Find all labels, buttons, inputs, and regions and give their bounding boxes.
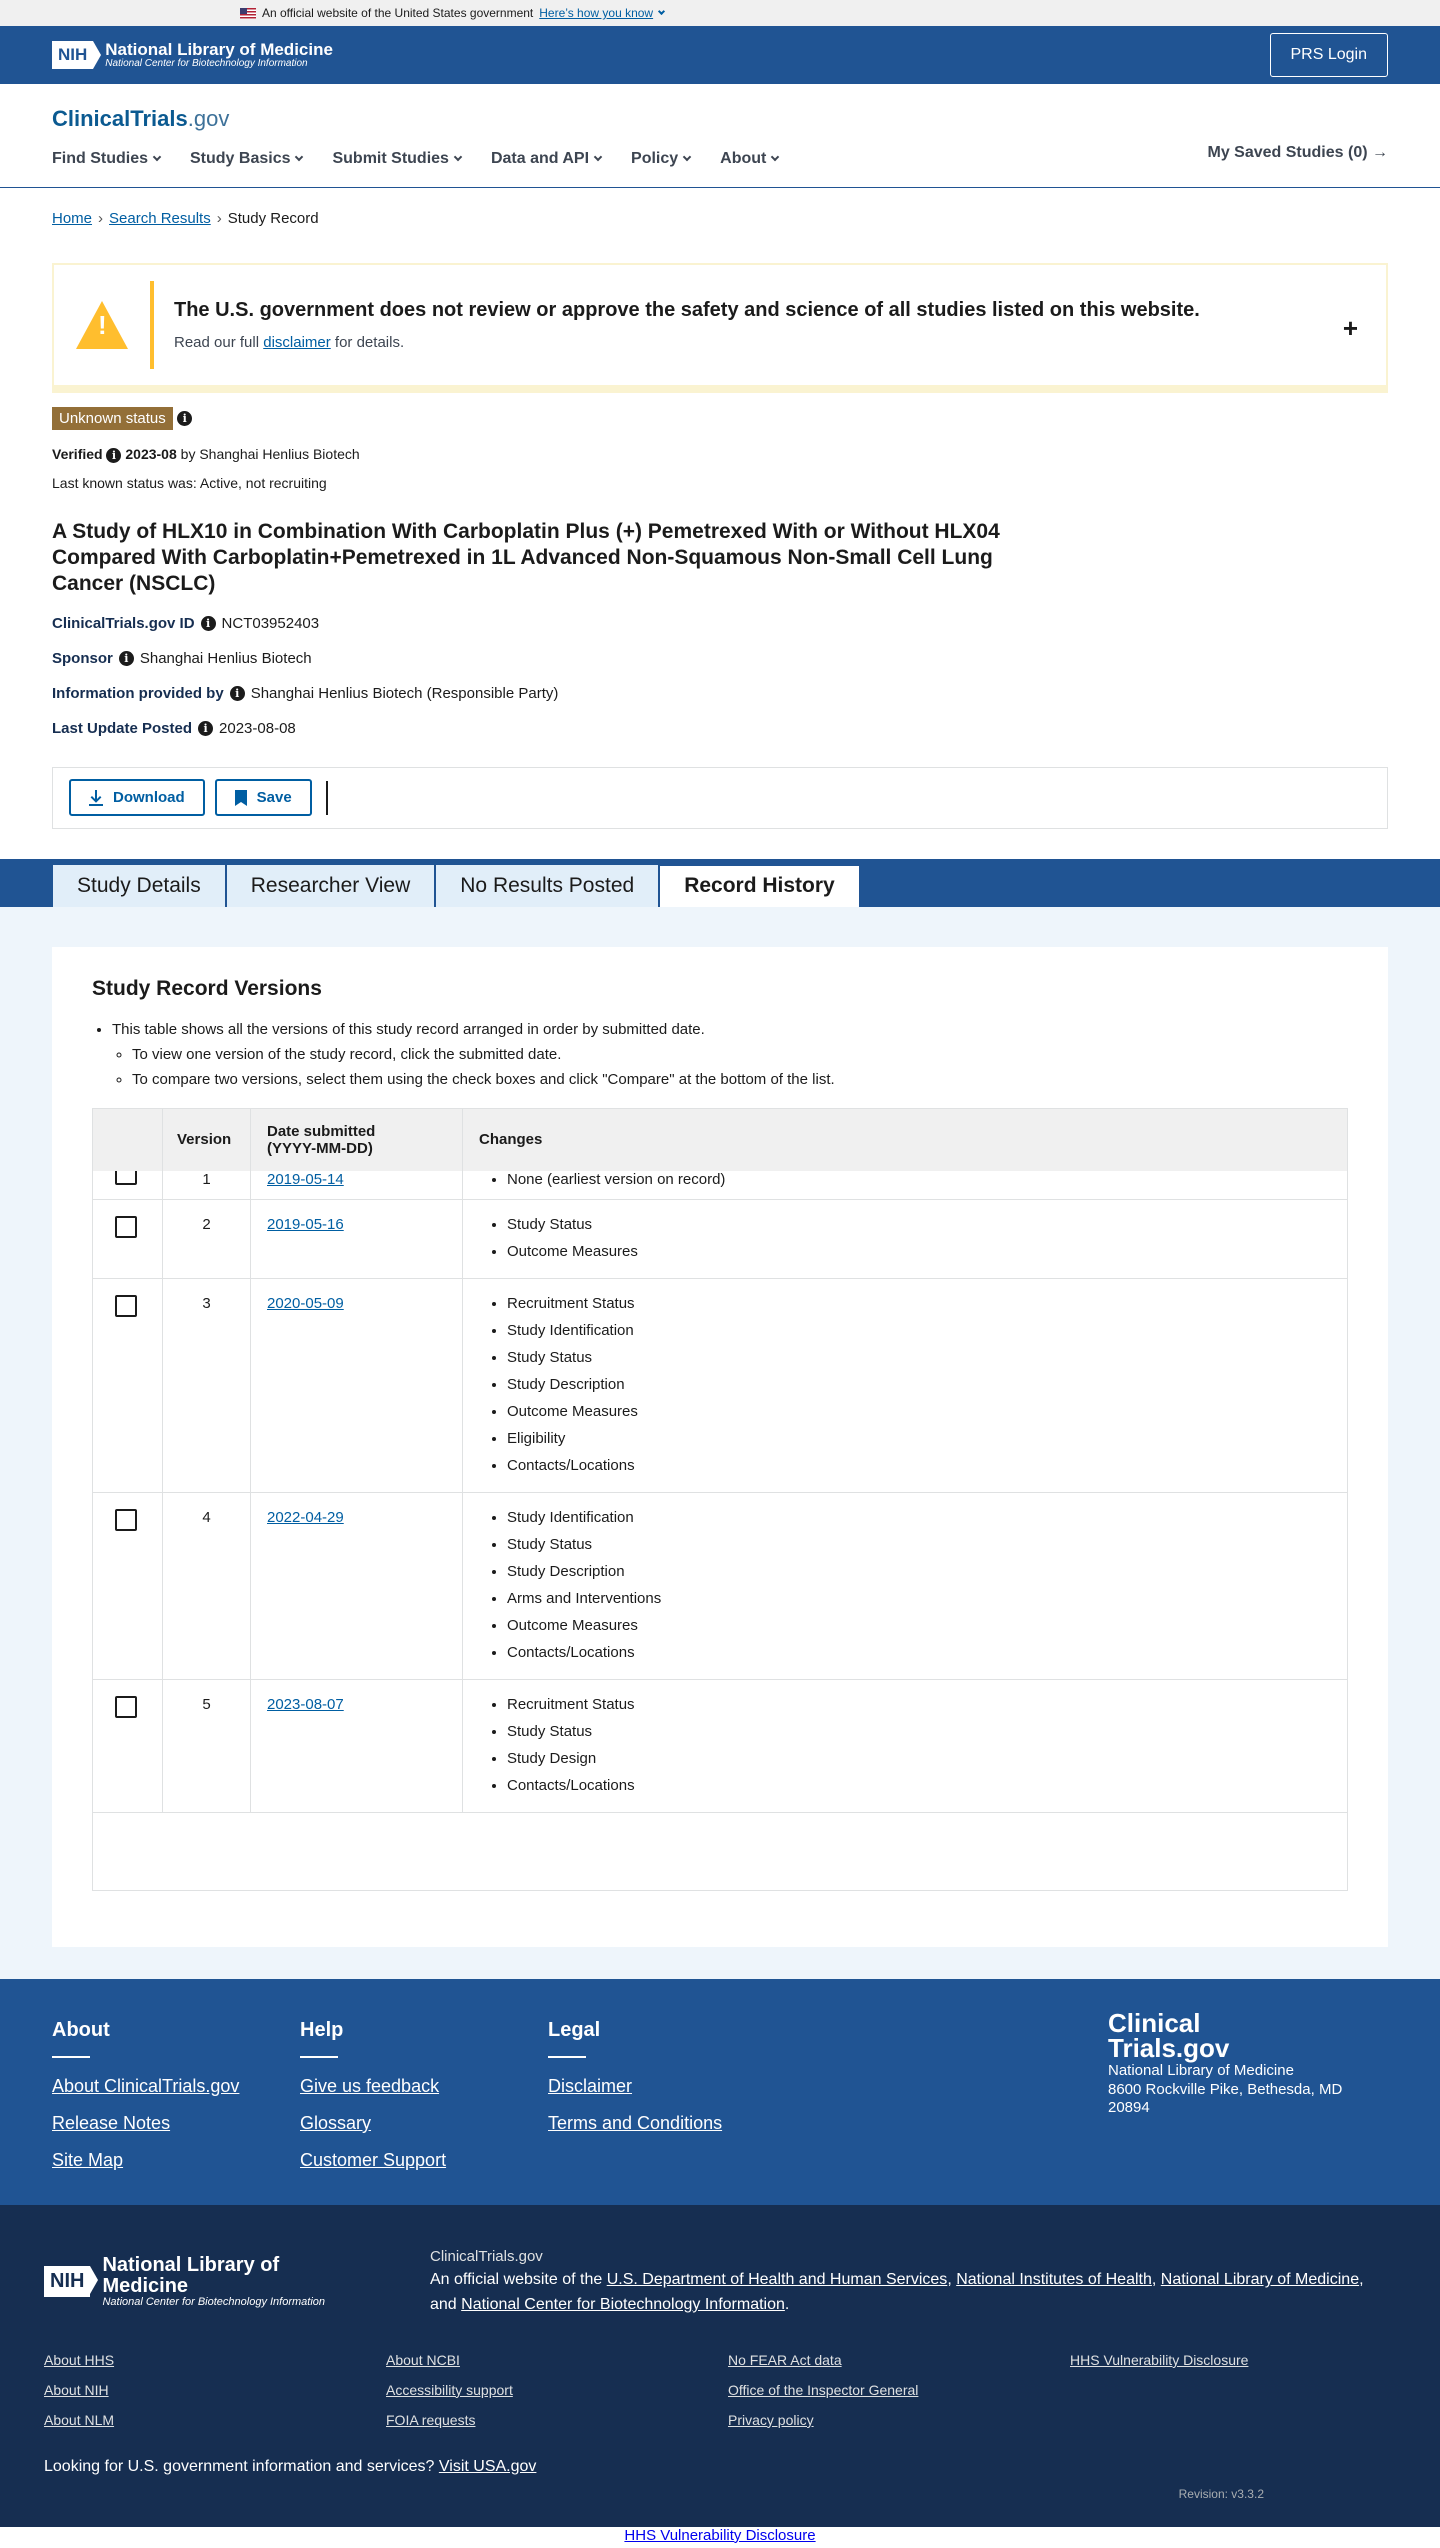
official-text: An official website of the: [430, 2271, 603, 2289]
us-flag-icon: [240, 8, 256, 19]
chevron-down-icon: [658, 7, 665, 14]
nlm-info: [430, 2245, 1370, 2318]
change-item: • Outcome Measures: [507, 1403, 1347, 1420]
chevron-down-icon: [295, 153, 303, 161]
footer-about-title: About: [52, 2018, 110, 2041]
version-date-link[interactable]: 2023-08-07: [267, 1695, 344, 1713]
tab-record-history[interactable]: Record History: [659, 865, 860, 907]
version-date-cell: [251, 1200, 463, 1278]
sponsor-label: Sponsor: [52, 649, 113, 667]
row-checkbox-cell: [93, 1680, 163, 1812]
table-footer: [93, 1812, 1347, 1890]
version-date-cell: [251, 1680, 463, 1812]
verified-by: by Shanghai Henlius Biotech: [180, 446, 360, 462]
link-hhs-vulnerability[interactable]: HHS Vulnerability Disclosure: [1070, 2351, 1249, 2368]
nav-policy[interactable]: [631, 150, 690, 168]
change-item: • Eligibility: [507, 1430, 1347, 1447]
hhs-vulnerability-disclosure-link[interactable]: HHS Vulnerability Disclosure: [624, 2526, 816, 2544]
link-hhs[interactable]: U.S. Department of Health and Human Services: [606, 2271, 948, 2289]
version-checkbox[interactable]: [115, 1216, 137, 1238]
nav-submit-studies[interactable]: [332, 150, 460, 168]
table-row: [93, 1278, 1347, 1492]
link-foia[interactable]: FOIA requests: [386, 2411, 476, 2428]
study-header: [0, 393, 1440, 737]
link-no-fear-act[interactable]: No FEAR Act data: [728, 2351, 842, 2368]
version-changes-cell: [463, 1200, 1347, 1278]
version-date-cell: [251, 1171, 463, 1199]
link-about-nih[interactable]: About NIH: [44, 2381, 109, 2398]
row-checkbox-cell: [93, 1200, 163, 1278]
main-nav: [52, 150, 1388, 168]
change-item: • Recruitment Status: [507, 1295, 1347, 1312]
footer-rule: [52, 2056, 90, 2058]
nav-find-studies[interactable]: [52, 150, 160, 168]
study-title: A Study of HLX10 in Combination With Carboplatin Plus (+) Pemetrexed With or Without HLX04 Compared With Carboplatin+Pemetrexed in 1L Advanced Non-Squamous Non-Small Cell Lung Cancer (NSCLC): [52, 519, 1000, 595]
tab-no-results-posted[interactable]: No Results Posted: [435, 864, 659, 907]
ncbi-subtitle: National Center for Biotechnology Information: [102, 2295, 326, 2308]
footer-link-about-ct[interactable]: About ClinicalTrials.gov: [52, 2075, 240, 2096]
version-date-cell: [251, 1493, 463, 1679]
change-item: • Study Status: [507, 1536, 1347, 1553]
empty-cell: [1070, 2382, 1412, 2398]
disclaimer-link[interactable]: disclaimer: [263, 334, 331, 351]
chevron-down-icon: [594, 153, 602, 161]
link-privacy[interactable]: Privacy policy: [728, 2411, 814, 2428]
breadcrumb-home[interactable]: Home: [52, 210, 93, 227]
nav-about[interactable]: [720, 150, 778, 168]
nih-badge: NIH: [52, 41, 93, 69]
footer-about: [52, 2019, 300, 2205]
bottom-link-bar: [0, 2527, 1440, 2548]
breadcrumb-separator-icon: ›: [216, 210, 222, 227]
version-number: 5: [163, 1680, 251, 1812]
download-label: Download: [113, 789, 185, 807]
expand-plus-icon[interactable]: +: [1342, 313, 1358, 343]
row-checkbox-cell: [93, 1493, 163, 1679]
usa-gov-line: [44, 2458, 1396, 2476]
action-bar: [52, 767, 1388, 829]
footer-legal-title: Legal: [548, 2018, 601, 2041]
usa-text: Looking for U.S. government information and services?: [44, 2457, 435, 2475]
footer-link-release-notes[interactable]: Release Notes: [52, 2112, 171, 2133]
nav-label: Policy: [631, 150, 679, 167]
disclaimer-title: The U.S. government does not review or approve the safety and science of all studies listed on this website.: [174, 299, 1200, 321]
change-item: • Study Identification: [507, 1509, 1347, 1526]
info-icon[interactable]: i: [106, 448, 121, 463]
change-item: • Outcome Measures: [507, 1617, 1347, 1634]
tab-researcher-view[interactable]: Researcher View: [226, 864, 436, 907]
address-line1: National Library of Medicine: [1108, 2061, 1294, 2079]
prs-login-button[interactable]: PRS Login: [1270, 33, 1389, 77]
table-row: [93, 1679, 1347, 1812]
version-date-cell: [251, 1279, 463, 1492]
link-inspector-general[interactable]: Office of the Inspector General: [728, 2381, 919, 2398]
change-item: • Study Identification: [507, 1322, 1347, 1339]
saved-studies-label: My Saved Studies (0): [1207, 144, 1368, 161]
change-item: • None (earliest version on record): [507, 1171, 1347, 1188]
link-nlm[interactable]: National Library of Medicine: [1160, 2271, 1360, 2289]
site-footer: [0, 1979, 1440, 2205]
footer-rule: [300, 2056, 338, 2058]
info-icon[interactable]: i: [198, 721, 213, 736]
ncbi-subtitle: National Center for Biotechnology Information: [105, 57, 308, 69]
footer-logo-line2: Trials.gov: [1108, 2033, 1230, 2064]
versions-heading: Study Record Versions: [92, 976, 322, 1000]
footer-rule: [548, 2056, 586, 2058]
verified-line: [52, 446, 1388, 463]
nih-badge: NIH: [44, 2266, 90, 2297]
logo-main-text: ClinicalTrials: [52, 106, 188, 131]
link-about-ncbi[interactable]: About NCBI: [386, 2351, 460, 2368]
gov-banner: [0, 0, 1440, 26]
change-item: • Study Status: [507, 1349, 1347, 1366]
ct-id-row: [52, 615, 1388, 632]
header-date-line2: (YYYY-MM-DD): [267, 1139, 373, 1157]
clinicaltrials-logo[interactable]: [52, 84, 1388, 132]
table-row: [93, 1171, 1347, 1199]
version-checkbox[interactable]: [115, 1509, 137, 1531]
status-badge: Unknown status: [52, 407, 173, 430]
breadcrumb-current: Study Record: [227, 210, 319, 227]
ct-id-label: ClinicalTrials.gov ID: [52, 614, 195, 632]
info-icon[interactable]: i: [119, 651, 134, 666]
version-changes-cell: [463, 1171, 1347, 1199]
footer-logo[interactable]: [1108, 2007, 1368, 2064]
version-date-link[interactable]: 2019-05-14: [267, 1170, 344, 1188]
header-version: Version: [163, 1109, 251, 1171]
link-about-hhs[interactable]: About HHS: [44, 2351, 115, 2368]
last-known-status: Last known status was: Active, not recruiting: [52, 474, 327, 491]
link-about-nlm[interactable]: About NLM: [44, 2411, 115, 2428]
instruction-compare: ◦ To compare two versions, select them using the check boxes and click "Compare" at the bottom of the list.: [132, 1071, 1348, 1088]
disclaimer-alert: [52, 263, 1388, 393]
tab-study-details[interactable]: Study Details: [52, 864, 226, 907]
action-separator: [326, 781, 328, 815]
heres-how-you-know-link[interactable]: Here’s how you know: [539, 6, 654, 20]
row-checkbox-cell: [93, 1279, 163, 1492]
download-icon: [89, 790, 103, 806]
ct-header: [0, 84, 1440, 188]
chevron-down-icon: [454, 153, 462, 161]
change-item: • Arms and Interventions: [507, 1590, 1347, 1607]
change-item: • Study Design: [507, 1750, 1347, 1767]
version-changes-cell: [463, 1493, 1347, 1679]
nav-study-basics[interactable]: [190, 150, 302, 168]
logo-gov-text: .gov: [187, 106, 230, 131]
revision-label: Revision: v3.3.2: [1178, 2486, 1264, 2501]
version-number: 3: [163, 1279, 251, 1492]
versions-instructions: [92, 1021, 1348, 1088]
change-item: • Contacts/Locations: [507, 1457, 1347, 1474]
version-checkbox[interactable]: [115, 1295, 137, 1317]
nlm-logo[interactable]: [52, 41, 333, 69]
empty-cell: [1070, 2412, 1412, 2428]
footer-brand: [1108, 2007, 1368, 2118]
info-provided-label: Information provided by: [52, 684, 224, 702]
change-item: • Outcome Measures: [507, 1243, 1347, 1260]
nlm-footer: [0, 2205, 1440, 2527]
save-button[interactable]: [215, 779, 312, 816]
nih-header: [0, 26, 1440, 84]
table-header: [93, 1109, 1347, 1171]
nlm-title: National Library of Medicine: [105, 39, 333, 59]
change-item: • Recruitment Status: [507, 1696, 1347, 1713]
breadcrumb-separator-icon: ›: [98, 210, 104, 227]
sponsor-row: [52, 650, 1388, 667]
versions-table: [92, 1108, 1348, 1891]
change-item: • Contacts/Locations: [507, 1777, 1347, 1794]
change-item: • Contacts/Locations: [507, 1644, 1347, 1661]
my-saved-studies-link[interactable]: [1208, 144, 1389, 162]
chevron-down-icon: [153, 153, 161, 161]
nlm-links-grid: [44, 2352, 1396, 2428]
version-checkbox[interactable]: [115, 1171, 137, 1185]
save-label: Save: [256, 789, 292, 807]
version-number: 2: [163, 1200, 251, 1278]
table-row: [93, 1492, 1347, 1679]
footer-link-terms[interactable]: Terms and Conditions: [548, 2112, 723, 2133]
link-ncbi[interactable]: National Center for Biotechnology Information: [461, 2295, 785, 2313]
nlm-title: National Library of Medicine: [102, 2253, 280, 2297]
version-date-link[interactable]: 2019-05-16: [267, 1215, 344, 1233]
sponsor-value: Shanghai Henlius Biotech: [139, 649, 312, 667]
nav-label: About: [720, 150, 767, 167]
footer-link-disclaimer[interactable]: Disclaimer: [548, 2075, 633, 2096]
version-number: 1: [163, 1171, 251, 1199]
verified-label: Verified: [52, 446, 103, 462]
address-line2: 8600 Rockville Pike, Bethesda, MD: [1108, 2080, 1343, 2098]
info-icon[interactable]: i: [177, 411, 192, 426]
header-checkbox-col: [93, 1109, 163, 1171]
warning-icon: !: [76, 301, 128, 349]
ct-id-value: NCT03952403: [221, 614, 320, 632]
version-checkbox[interactable]: [115, 1696, 137, 1718]
nav-label: Submit Studies: [332, 150, 449, 167]
link-accessibility[interactable]: Accessibility support: [386, 2381, 513, 2398]
footer-link-site-map[interactable]: Site Map: [52, 2149, 124, 2170]
version-date-link[interactable]: 2022-04-29: [267, 1508, 344, 1526]
footer-link-support[interactable]: Customer Support: [300, 2149, 447, 2170]
main-content: [0, 907, 1440, 1979]
last-update-row: [52, 720, 1388, 737]
info-icon[interactable]: i: [201, 616, 216, 631]
header-date-submitted: [251, 1109, 463, 1171]
version-changes-cell: [463, 1680, 1347, 1812]
gov-banner-text: An official website of the United States government: [262, 6, 534, 20]
nav-data-and-api[interactable]: [491, 150, 601, 168]
chevron-down-icon: [683, 153, 691, 161]
change-item: • Study Status: [507, 1723, 1347, 1740]
address-line3: 20894: [1108, 2099, 1150, 2117]
study-tabs: [0, 859, 1440, 907]
version-changes-cell: [463, 1279, 1347, 1492]
footer-link-feedback[interactable]: Give us feedback: [300, 2075, 440, 2096]
footer-help-title: Help: [300, 2018, 344, 2041]
footer-link-glossary[interactable]: Glossary: [300, 2112, 372, 2133]
change-item: • Study Description: [507, 1563, 1347, 1580]
footer-address: [1108, 2062, 1368, 2118]
and-text: and: [430, 2295, 457, 2313]
disclaimer-subtext: [174, 334, 1200, 351]
instruction-view: ◦ To view one version of the study record, click the submitted date.: [132, 1046, 1348, 1063]
disclaimer-text-before: Read our full: [174, 334, 260, 351]
versions-panel: [52, 947, 1388, 1947]
footer-logo-line1: Clinical: [1108, 2007, 1201, 2038]
bookmark-icon: [235, 790, 247, 806]
instruction-main: [112, 1021, 1348, 1088]
last-update-value: 2023-08-08: [219, 719, 296, 737]
info-provided-value: Shanghai Henlius Biotech (Responsible Party): [250, 684, 559, 702]
table-row: [93, 1199, 1347, 1278]
breadcrumb: [0, 188, 1440, 227]
change-item: • Study Status: [507, 1216, 1347, 1233]
arrow-right-icon: →: [1372, 144, 1388, 161]
version-date-link[interactable]: 2020-05-09: [267, 1294, 344, 1312]
footer-legal: [548, 2019, 796, 2205]
nlm-site-name: ClinicalTrials.gov: [430, 2247, 543, 2265]
chevron-down-icon: [771, 153, 779, 161]
verified-date: 2023-08: [125, 446, 177, 462]
row-checkbox-cell: [93, 1171, 163, 1199]
version-number: 4: [163, 1493, 251, 1679]
link-nih[interactable]: National Institutes of Health: [956, 2271, 1152, 2289]
nav-label: Find Studies: [52, 150, 148, 167]
header-date-line1: Date submitted: [267, 1122, 376, 1140]
breadcrumb-search-results[interactable]: Search Results: [109, 210, 211, 227]
disclaimer-text-after: for details.: [334, 334, 405, 351]
nav-label: Data and API: [490, 150, 590, 167]
last-update-label: Last Update Posted: [52, 719, 193, 737]
footer-help: [300, 2019, 548, 2205]
visit-usa-gov-link[interactable]: Visit USA.gov: [438, 2457, 537, 2475]
info-provided-row: [52, 685, 1388, 702]
nlm-footer-logo[interactable]: [44, 2245, 366, 2318]
official-statement: An official website of the U.S. Department of Health and Human Services, National Institutes of Health, National Library of Medicine, and National Center for Biotechnology Information.: [430, 2271, 1364, 2313]
info-icon[interactable]: i: [230, 686, 245, 701]
download-button[interactable]: [69, 779, 205, 816]
instruction-main-text: This table shows all the versions of this study record arranged in order by submitted date.: [112, 1020, 705, 1038]
header-changes: Changes: [479, 1131, 543, 1149]
nav-label: Study Basics: [190, 150, 291, 167]
change-item: • Study Description: [507, 1376, 1347, 1393]
